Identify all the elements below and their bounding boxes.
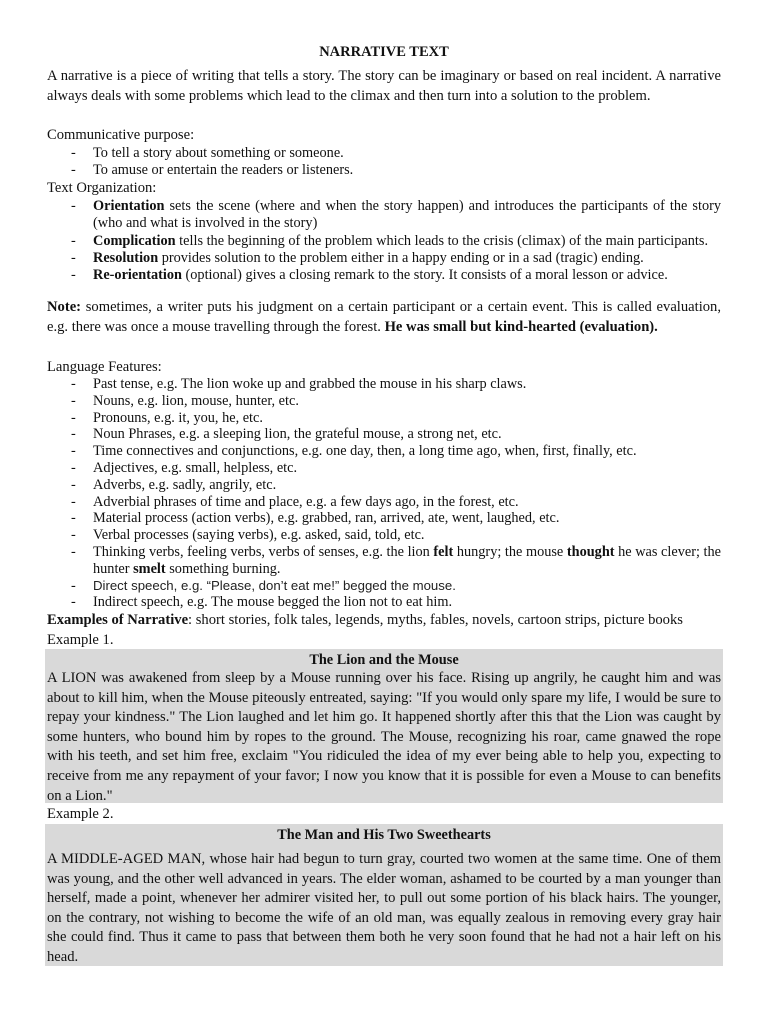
- note-paragraph: [47, 298, 721, 337]
- list-item: - Adjectives, e.g. small, helpless, etc.: [47, 460, 721, 477]
- list-item: [47, 578, 721, 595]
- term-description: tells the beginning of the problem which leads to the crisis (climax) of the main participants.: [175, 232, 709, 249]
- list-item: [47, 250, 721, 267]
- language-heading: Language Features:: [47, 359, 162, 375]
- note-label: Note:: [47, 299, 82, 315]
- list-item: [47, 544, 721, 578]
- list-item: - Adverbial phrases of time and place, e.g. a few days ago, in the forest, etc.: [47, 494, 721, 511]
- item-text: he was clever; the hunter: [93, 543, 721, 577]
- term-orientation: Orientation: [93, 198, 165, 214]
- example1-title: The Lion and the Mouse: [309, 652, 459, 668]
- term-description: (optional) gives a closing remark to the story. It consists of a moral lesson or advice.: [181, 267, 668, 284]
- item-text: something burning.: [165, 560, 281, 577]
- purpose-heading: Communicative purpose:: [47, 127, 195, 143]
- note-emphasis: He was small but kind-hearted (evaluation).: [384, 318, 658, 335]
- example1-label: Example 1.: [47, 632, 114, 648]
- item-text: hungry; the mouse: [453, 543, 567, 560]
- organization-list: [47, 198, 721, 284]
- term-reorientation: Re-orientation: [93, 267, 182, 284]
- term-complication: Complication: [93, 232, 176, 249]
- example2-label: Example 2.: [47, 806, 114, 822]
- example2-box: [45, 824, 723, 966]
- item-emphasis: smelt: [133, 560, 166, 577]
- note-text: sometimes, a writer puts his judgment on a certain participant or a certain event. This is called evaluation, e.g. there was once a mouse travelling through the forest.: [47, 299, 721, 335]
- examples-paragraph: [47, 611, 721, 631]
- list-item: - Material process (action verbs), e.g. grabbed, ran, arrived, ate, went, laughed, etc.: [47, 510, 721, 527]
- list-item: - Past tense, e.g. The lion woke up and grabbed the mouse in his sharp claws.: [47, 376, 721, 393]
- list-item: [47, 233, 721, 250]
- item-emphasis: thought: [566, 543, 615, 560]
- term-description: provides solution to the problem either in a happy ending or in a sad (tragic) ending.: [158, 250, 644, 267]
- organization-heading: Text Organization:: [47, 180, 157, 196]
- examples-text: : short stories, folk tales, legends, myths, fables, novels, cartoon strips, picture books: [188, 612, 683, 628]
- example2-title: The Man and His Two Sweethearts: [277, 827, 491, 843]
- direct-speech-text: Direct speech, e.g. “Please, don’t eat me!” begged the mouse.: [93, 577, 456, 593]
- item-emphasis: felt: [433, 543, 454, 560]
- list-item: - Time connectives and conjunctions, e.g. one day, then, a long time ago, when, first, finally, etc.: [47, 443, 721, 460]
- list-item: - To amuse or entertain the readers or listeners.: [47, 162, 721, 179]
- list-item: - Verbal processes (saying verbs), e.g. asked, said, told, etc.: [47, 527, 721, 544]
- language-list: [47, 376, 721, 611]
- term-resolution: Resolution: [93, 250, 159, 267]
- item-text: Thinking verbs, feeling verbs, verbs of senses, e.g. the lion: [93, 543, 434, 560]
- list-item: [47, 267, 721, 284]
- page-title: NARRATIVE TEXT: [319, 44, 449, 60]
- list-item: - Indirect speech, e.g. The mouse begged the lion not to eat him.: [47, 594, 721, 611]
- list-item: - Nouns, e.g. lion, mouse, hunter, etc.: [47, 393, 721, 410]
- example1-box: [45, 649, 723, 803]
- example2-text: A MIDDLE-AGED MAN, whose hair had begun to turn gray, courted two women at the same time. One of them was young, and the other well advanced in years. The elder woman, ashamed to be courted by a man younger than herself, made a point, whenever her admirer visited her, to pull out some portion of his black hairs. The younger, on the contrary, not wishing to become the wife of an old man, was equally zealous in removing every gray hair she could find. Thus it came to pass that between them both he very soon found that he had not a hair left on his head.: [47, 851, 721, 965]
- intro-paragraph: A narrative is a piece of writing that tells a story. The story can be imaginary or based on real incident. A narrative always deals with some problems which lead to the climax and then turn into a solution to the problem.: [47, 68, 721, 104]
- term-description: sets the scene (where and when the story happen) and introduces the participants of the story (who and what is involved in the story): [93, 198, 721, 231]
- list-item: - Pronouns, e.g. it, you, he, etc.: [47, 410, 721, 427]
- purpose-list: [47, 145, 721, 179]
- example1-text: A LION was awakened from sleep by a Mouse running over his face. Rising up angrily, he caught him and was about to kill him, when the Mouse piteously entreated, saying: "If you would only spare my life, I would be sure to repay your kindness." The Lion laughed and let him go. It happened shortly after this that the Lion was caught by some hunters, who bound him by ropes to the ground. The Mouse, recognizing his roar, came gnawed the rope with his teeth, and set him free, exclaim "You ridiculed the idea of my ever being able to help you, expecting to receive from me any repayment of your favor; I now you know that it is possible for even a Mouse to can benefits on a Lion.": [47, 670, 721, 804]
- examples-label: Examples of Narrative: [47, 612, 189, 628]
- list-item: - Noun Phrases, e.g. a sleeping lion, the grateful mouse, a strong net, etc.: [47, 426, 721, 443]
- list-item: - Adverbs, e.g. sadly, angrily, etc.: [47, 477, 721, 494]
- list-item: [47, 198, 721, 232]
- list-item: - To tell a story about something or someone.: [47, 145, 721, 162]
